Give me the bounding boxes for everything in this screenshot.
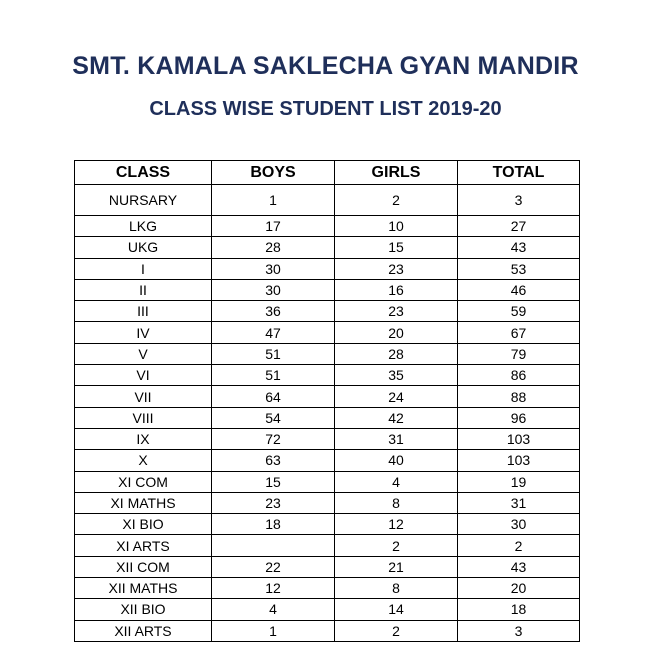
- cell-total: 31: [458, 492, 580, 513]
- cell-total: 88: [458, 386, 580, 407]
- cell-boys: 51: [212, 365, 335, 386]
- cell-total: 53: [458, 258, 580, 279]
- table-row: [75, 471, 580, 492]
- cell-class: III: [75, 301, 212, 322]
- cell-class: VIII: [75, 407, 212, 428]
- cell-girls: 24: [335, 386, 458, 407]
- cell-boys: 63: [212, 450, 335, 471]
- table-row: [75, 407, 580, 428]
- table-row: [75, 343, 580, 364]
- cell-girls: 23: [335, 258, 458, 279]
- table-row: [75, 216, 580, 237]
- cell-boys: 15: [212, 471, 335, 492]
- cell-total: 43: [458, 556, 580, 577]
- table-row: [75, 599, 580, 620]
- cell-total: 20: [458, 578, 580, 599]
- cell-girls: 40: [335, 450, 458, 471]
- cell-girls: 35: [335, 365, 458, 386]
- cell-class: XII ARTS: [75, 620, 212, 641]
- cell-girls: 42: [335, 407, 458, 428]
- cell-girls: 2: [335, 535, 458, 556]
- table-row: [75, 365, 580, 386]
- table-row: [75, 556, 580, 577]
- cell-total: 3: [458, 185, 580, 216]
- cell-girls: 31: [335, 428, 458, 449]
- table-row: [75, 514, 580, 535]
- cell-girls: 15: [335, 237, 458, 258]
- cell-class: II: [75, 279, 212, 300]
- table-row: [75, 322, 580, 343]
- cell-class: XI ARTS: [75, 535, 212, 556]
- cell-class: I: [75, 258, 212, 279]
- cell-class: XII BIO: [75, 599, 212, 620]
- cell-class: XII COM: [75, 556, 212, 577]
- cell-girls: 2: [335, 620, 458, 641]
- cell-boys: 23: [212, 492, 335, 513]
- table-row: [75, 578, 580, 599]
- cell-girls: 10: [335, 216, 458, 237]
- cell-boys: 1: [212, 620, 335, 641]
- cell-total: 46: [458, 279, 580, 300]
- cell-total: 18: [458, 599, 580, 620]
- cell-total: 86: [458, 365, 580, 386]
- column-header-class: CLASS: [75, 161, 212, 185]
- cell-class: UKG: [75, 237, 212, 258]
- list-title: CLASS WISE STUDENT LIST 2019-20: [149, 98, 502, 120]
- cell-boys: 47: [212, 322, 335, 343]
- table-row: [75, 185, 580, 216]
- table-row: [75, 450, 580, 471]
- cell-boys: 72: [212, 428, 335, 449]
- cell-total: 67: [458, 322, 580, 343]
- cell-boys: 28: [212, 237, 335, 258]
- cell-boys: 4: [212, 599, 335, 620]
- cell-total: 59: [458, 301, 580, 322]
- column-header-girls: GIRLS: [335, 161, 458, 185]
- cell-class: XI COM: [75, 471, 212, 492]
- cell-class: NURSARY: [75, 185, 212, 216]
- cell-girls: 4: [335, 471, 458, 492]
- cell-boys: 54: [212, 407, 335, 428]
- cell-boys: 30: [212, 279, 335, 300]
- cell-total: 103: [458, 428, 580, 449]
- cell-boys: 22: [212, 556, 335, 577]
- cell-girls: 14: [335, 599, 458, 620]
- cell-class: X: [75, 450, 212, 471]
- cell-girls: 12: [335, 514, 458, 535]
- cell-girls: 8: [335, 492, 458, 513]
- cell-total: 43: [458, 237, 580, 258]
- cell-class: LKG: [75, 216, 212, 237]
- cell-class: XI BIO: [75, 514, 212, 535]
- cell-boys: 18: [212, 514, 335, 535]
- table-row: [75, 428, 580, 449]
- cell-girls: 2: [335, 185, 458, 216]
- table-row: [75, 258, 580, 279]
- table-row: [75, 620, 580, 641]
- cell-class: XII MATHS: [75, 578, 212, 599]
- table-row: [75, 386, 580, 407]
- column-header-boys: BOYS: [212, 161, 335, 185]
- cell-total: 3: [458, 620, 580, 641]
- cell-total: 2: [458, 535, 580, 556]
- cell-girls: 8: [335, 578, 458, 599]
- cell-total: 30: [458, 514, 580, 535]
- cell-girls: 23: [335, 301, 458, 322]
- cell-total: 79: [458, 343, 580, 364]
- cell-class: XI MATHS: [75, 492, 212, 513]
- cell-boys: 12: [212, 578, 335, 599]
- cell-boys: 17: [212, 216, 335, 237]
- cell-total: 27: [458, 216, 580, 237]
- table-row: [75, 301, 580, 322]
- column-header-total: TOTAL: [458, 161, 580, 185]
- cell-class: V: [75, 343, 212, 364]
- cell-girls: 16: [335, 279, 458, 300]
- cell-boys: 1: [212, 185, 335, 216]
- cell-total: 96: [458, 407, 580, 428]
- cell-class: IV: [75, 322, 212, 343]
- cell-boys: 64: [212, 386, 335, 407]
- table-header-row: [75, 161, 580, 185]
- cell-class: IX: [75, 428, 212, 449]
- cell-boys: 36: [212, 301, 335, 322]
- table-row: [75, 279, 580, 300]
- cell-boys: 51: [212, 343, 335, 364]
- cell-girls: 28: [335, 343, 458, 364]
- table-row: [75, 492, 580, 513]
- cell-girls: 21: [335, 556, 458, 577]
- cell-boys: 30: [212, 258, 335, 279]
- student-table: [74, 160, 580, 642]
- cell-total: 103: [458, 450, 580, 471]
- cell-class: VI: [75, 365, 212, 386]
- cell-boys: [212, 535, 335, 556]
- cell-total: 19: [458, 471, 580, 492]
- table-row: [75, 237, 580, 258]
- cell-class: VII: [75, 386, 212, 407]
- school-name: SMT. KAMALA SAKLECHA GYAN MANDIR: [72, 52, 579, 80]
- table-row: [75, 535, 580, 556]
- cell-girls: 20: [335, 322, 458, 343]
